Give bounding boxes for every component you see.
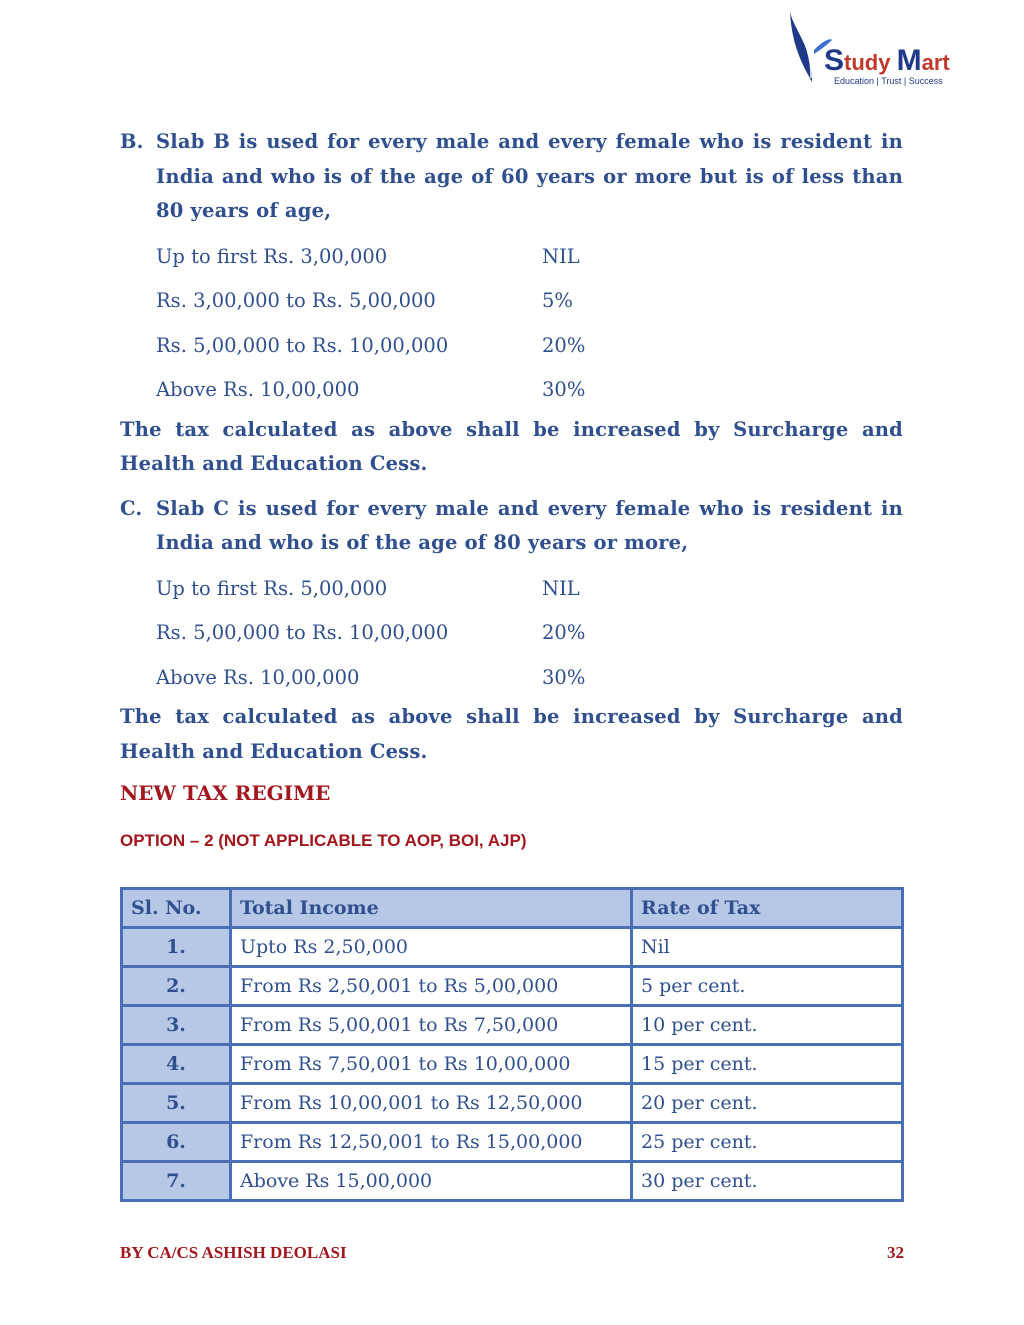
- cell-total-income: Above Rs 15,00,000: [231, 1162, 632, 1201]
- cell-sl-no: 1.: [122, 928, 231, 967]
- rate-range: Above Rs. 10,00,000: [156, 378, 360, 401]
- cell-rate-of-tax: Nil: [632, 928, 903, 967]
- slab-b-heading-text: Slab B is used for every male and every female who is resident in India and who is of the age of 60 years or more but is of less than 80 years of age,: [156, 130, 903, 222]
- slab-b-rate-row: [156, 279, 903, 324]
- slab-c-heading: [120, 492, 903, 561]
- footer-author: BY CA/CS ASHISH DEOLASI: [120, 1243, 347, 1262]
- rate-value: 30%: [542, 378, 586, 401]
- table-row: [122, 1123, 903, 1162]
- page-content: [120, 125, 903, 851]
- table-row: [122, 1162, 903, 1201]
- logo-initial-s: S: [824, 44, 845, 77]
- cell-sl-no: 4.: [122, 1045, 231, 1084]
- cell-total-income: From Rs 7,50,001 to Rs 10,00,000: [231, 1045, 632, 1084]
- cell-sl-no: 3.: [122, 1006, 231, 1045]
- column-header-sl-no: Sl. No.: [122, 889, 231, 928]
- cell-total-income: Upto Rs 2,50,000: [231, 928, 632, 967]
- rate-value: 30%: [542, 665, 586, 689]
- column-header-rate-of-tax: Rate of Tax: [632, 889, 903, 928]
- logo-wordmark: [824, 44, 950, 78]
- rate-value: 20%: [542, 333, 586, 357]
- new-regime-tax-table: [120, 887, 904, 1202]
- slab-b-letter: B.: [120, 130, 144, 153]
- rate-range: Up to first Rs. 5,00,000: [156, 576, 388, 600]
- slab-c-note: The tax calculated as above shall be increased by Surcharge and Health and Education Cess.: [120, 705, 903, 763]
- rate-range: Rs. 5,00,000 to Rs. 10,00,000: [156, 333, 449, 357]
- slab-c-rate-row: [156, 611, 903, 656]
- table-row: [122, 967, 903, 1006]
- slab-c-rate-row: [156, 567, 903, 612]
- slab-b-heading: [120, 125, 903, 229]
- table-row: [122, 1006, 903, 1045]
- logo-text-2: art: [921, 50, 950, 75]
- cell-rate-of-tax: 30 per cent.: [632, 1162, 903, 1201]
- study-mart-logo: [784, 10, 964, 90]
- slab-c-heading-text: Slab C is used for every male and every female who is resident in India and who is of the age of 80 years or more,: [156, 496, 903, 554]
- rate-range: Rs. 5,00,000 to Rs. 10,00,000: [156, 621, 449, 644]
- logo-text-1: tudy: [844, 50, 897, 75]
- cell-sl-no: 7.: [122, 1162, 231, 1201]
- cell-rate-of-tax: 5 per cent.: [632, 967, 903, 1006]
- slab-b-rate-row: [156, 368, 903, 413]
- slab-c-letter: C.: [120, 496, 143, 520]
- new-tax-regime-title: NEW TAX REGIME: [120, 781, 331, 805]
- logo-initial-m: M: [896, 44, 922, 77]
- logo-tagline: Education | Trust | Success: [834, 76, 943, 86]
- table-row: [122, 928, 903, 967]
- slab-b-rate-row: [156, 235, 903, 280]
- table-header-row: [122, 889, 903, 928]
- table-row: [122, 1045, 903, 1084]
- rate-value: 5%: [542, 289, 573, 312]
- slab-c-rate-row: [156, 656, 903, 701]
- rate-value: NIL: [542, 576, 580, 600]
- cell-rate-of-tax: 15 per cent.: [632, 1045, 903, 1084]
- cell-sl-no: 2.: [122, 967, 231, 1006]
- cell-rate-of-tax: 10 per cent.: [632, 1006, 903, 1045]
- cell-total-income: From Rs 12,50,001 to Rs 15,00,000: [231, 1123, 632, 1162]
- slab-b-rate-row: [156, 324, 903, 369]
- cell-rate-of-tax: 25 per cent.: [632, 1123, 903, 1162]
- rate-value: NIL: [542, 244, 580, 268]
- page-number: 32: [887, 1243, 904, 1262]
- column-header-total-income: Total Income: [231, 889, 632, 928]
- rate-range: Rs. 3,00,000 to Rs. 5,00,000: [156, 289, 436, 312]
- slab-b-note: The tax calculated as above shall be increased by Surcharge and Health and Education Cess.: [120, 417, 903, 475]
- option-2-title: OPTION – 2 (NOT APPLICABLE TO AOP, BOI, AJP): [120, 831, 527, 850]
- cell-total-income: From Rs 10,00,001 to Rs 12,50,000: [231, 1084, 632, 1123]
- rate-range: Up to first Rs. 3,00,000: [156, 244, 388, 268]
- rate-range: Above Rs. 10,00,000: [156, 665, 360, 689]
- cell-rate-of-tax: 20 per cent.: [632, 1084, 903, 1123]
- cell-sl-no: 6.: [122, 1123, 231, 1162]
- rate-value: 20%: [542, 621, 586, 644]
- cell-total-income: From Rs 2,50,001 to Rs 5,00,000: [231, 967, 632, 1006]
- table-row: [122, 1084, 903, 1123]
- cell-sl-no: 5.: [122, 1084, 231, 1123]
- cell-total-income: From Rs 5,00,001 to Rs 7,50,000: [231, 1006, 632, 1045]
